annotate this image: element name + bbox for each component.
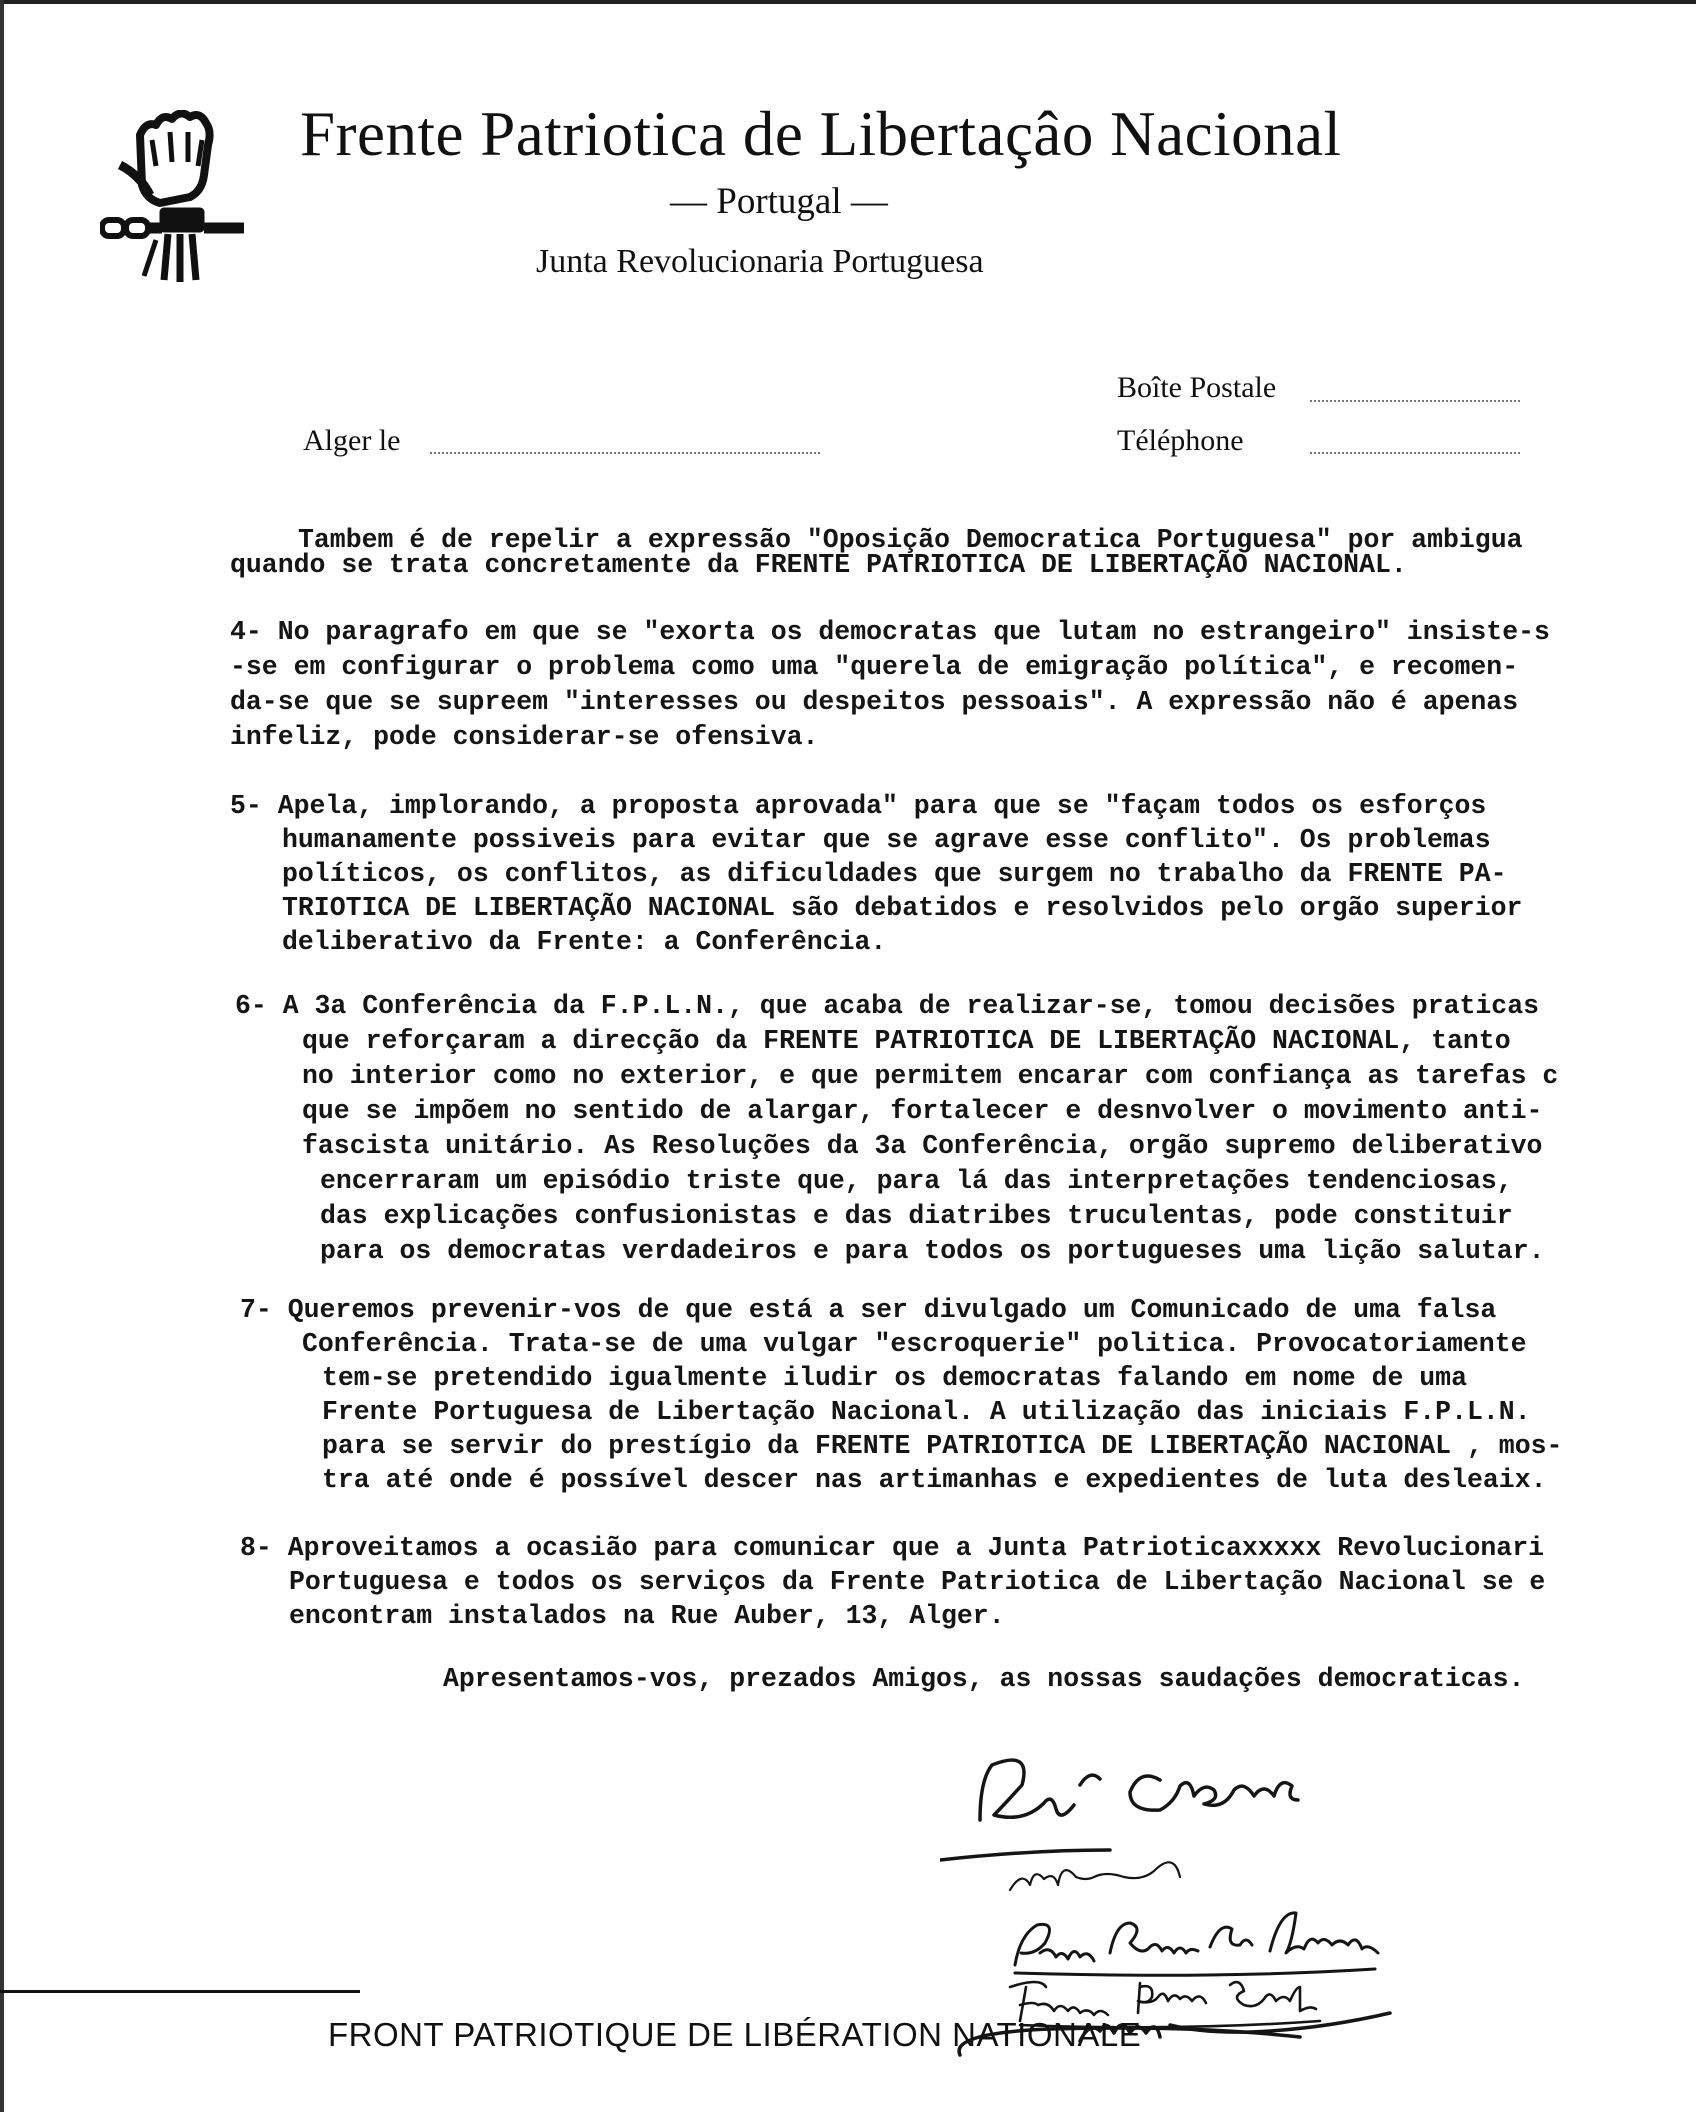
paragraph-5-line: 5- Apela, implorando, a proposta aprovada" para que se "façam todos os esforços bbox=[230, 791, 1487, 821]
paragraph-8-line: Portuguesa e todos os serviços da Frente Patriotica de Libertação Nacional se e bbox=[289, 1567, 1546, 1597]
alger-date-label: Alger le bbox=[303, 424, 401, 457]
paragraph-5-line: deliberativo da Frente: a Conferência. bbox=[282, 927, 887, 957]
paragraph-4-line: -se em configurar o problema como uma "querela de emigração política", e recomen- bbox=[230, 652, 1519, 682]
intro-line: Tambem é de repelir a expressão "Oposição Democratica Portuguesa" por ambigua bbox=[298, 525, 1523, 555]
paragraph-7-line: tem-se pretendido igualmente iludir os democratas falando em nome de uma bbox=[322, 1363, 1467, 1393]
footer-text: FRONT PATRIOTIQUE DE LIBÉRATION NATIONALE bbox=[328, 2016, 1142, 2053]
paragraph-7-line: Frente Portuguesa de Libertação Nacional. A utilização das iniciais F.P.L.N. bbox=[322, 1397, 1531, 1427]
telephone-label: Téléphone bbox=[1117, 424, 1244, 457]
paragraph-4-line: da-se que se supreem "interesses ou despeitos pessoais". A expressão não é apenas bbox=[230, 687, 1519, 717]
signature-pedro-ramos-de-almeida bbox=[1015, 1913, 1378, 1975]
signature-rui-cabecadas bbox=[940, 1760, 1298, 1860]
paragraph-5-line: humanamente possiveis para evitar que se agrave esse conflito". Os problemas bbox=[282, 825, 1491, 855]
paragraph-4-line: 4- No paragrafo em que se "exorta os democratas que lutam no estrangeiro" insiste-s bbox=[230, 617, 1550, 647]
paragraph-5-line: políticos, os conflitos, as dificuldades que surgem no trabalho da FRENTE PA- bbox=[282, 859, 1507, 889]
closing-salutation: Apresentamos-vos, prezados Amigos, as nossas saudações democraticas. bbox=[443, 1664, 1525, 1694]
footer-rule bbox=[0, 1990, 360, 1993]
paragraph-6-line: para os democratas verdadeiros e para todos os portugueses uma lição salutar. bbox=[320, 1236, 1545, 1266]
boite-postale-label: Boîte Postale bbox=[1117, 371, 1277, 404]
letterhead-subtitle: — Portugal — bbox=[670, 181, 888, 222]
paragraph-7-line: Conferência. Trata-se de uma vulgar "escroquerie" politica. Provocatoriamente bbox=[302, 1329, 1527, 1359]
paragraph-7-line: 7- Queremos prevenir-vos de que está a ser divulgado um Comunicado de uma falsa bbox=[240, 1295, 1497, 1325]
letterhead-junta: Junta Revolucionaria Portuguesa bbox=[536, 243, 984, 280]
signature-middle bbox=[1010, 1862, 1180, 1890]
paragraph-6-line: das explicações confusionistas e das diatribes truculentas, pode constituir bbox=[320, 1201, 1513, 1231]
intro-line: quando se trata concretamente da FRENTE PATRIOTICA DE LIBERTAÇÃO NACIONAL. bbox=[230, 550, 1407, 580]
paragraph-6-line: que reforçaram a direcção da FRENTE PATRIOTICA DE LIBERTAÇÃO NACIONAL, tanto bbox=[302, 1026, 1511, 1056]
paragraph-6-line: encerraram um episódio triste que, para lá das interpretações tendenciosas, bbox=[320, 1166, 1513, 1196]
signatures bbox=[940, 1725, 1410, 2065]
paragraph-6-line: fascista unitário. As Resoluções da 3a Conferência, orgão supremo deliberativo bbox=[302, 1131, 1543, 1161]
paragraph-4-line: infeliz, pode considerar-se ofensiva. bbox=[230, 722, 819, 752]
paragraph-8-line: 8- Aproveitamos a ocasião para comunicar que a Junta Patrioticaxxxxx Revolucionari bbox=[240, 1533, 1545, 1563]
paragraph-8-line: encontram instalados na Rue Auber, 13, Alger. bbox=[289, 1601, 1005, 1631]
paragraph-7-line: para se servir do prestígio da FRENTE PATRIOTICA DE LIBERTAÇÃO NACIONAL , mos- bbox=[322, 1431, 1563, 1461]
paragraph-5-line: TRIOTICA DE LIBERTAÇÃO NACIONAL são debatidos e resolvidos pelo orgão superior bbox=[282, 893, 1523, 923]
paragraph-6-line: 6- A 3a Conferência da F.P.L.N., que acaba de realizar-se, tomou decisões praticas bbox=[235, 991, 1540, 1021]
paragraph-6-line: no interior como no exterior, e que permitem encarar com confiança as tarefas c bbox=[302, 1061, 1559, 1091]
letterhead-title: Frente Patriotica de Libertaçâo Nacional bbox=[300, 99, 1342, 169]
paragraph-6-line: que se impõem no sentido de alargar, fortalecer e desnvolver o movimento anti- bbox=[302, 1096, 1543, 1126]
paragraph-7-line: tra até onde é possível descer nas artimanhas e expedientes de luta desleaix. bbox=[322, 1465, 1547, 1495]
